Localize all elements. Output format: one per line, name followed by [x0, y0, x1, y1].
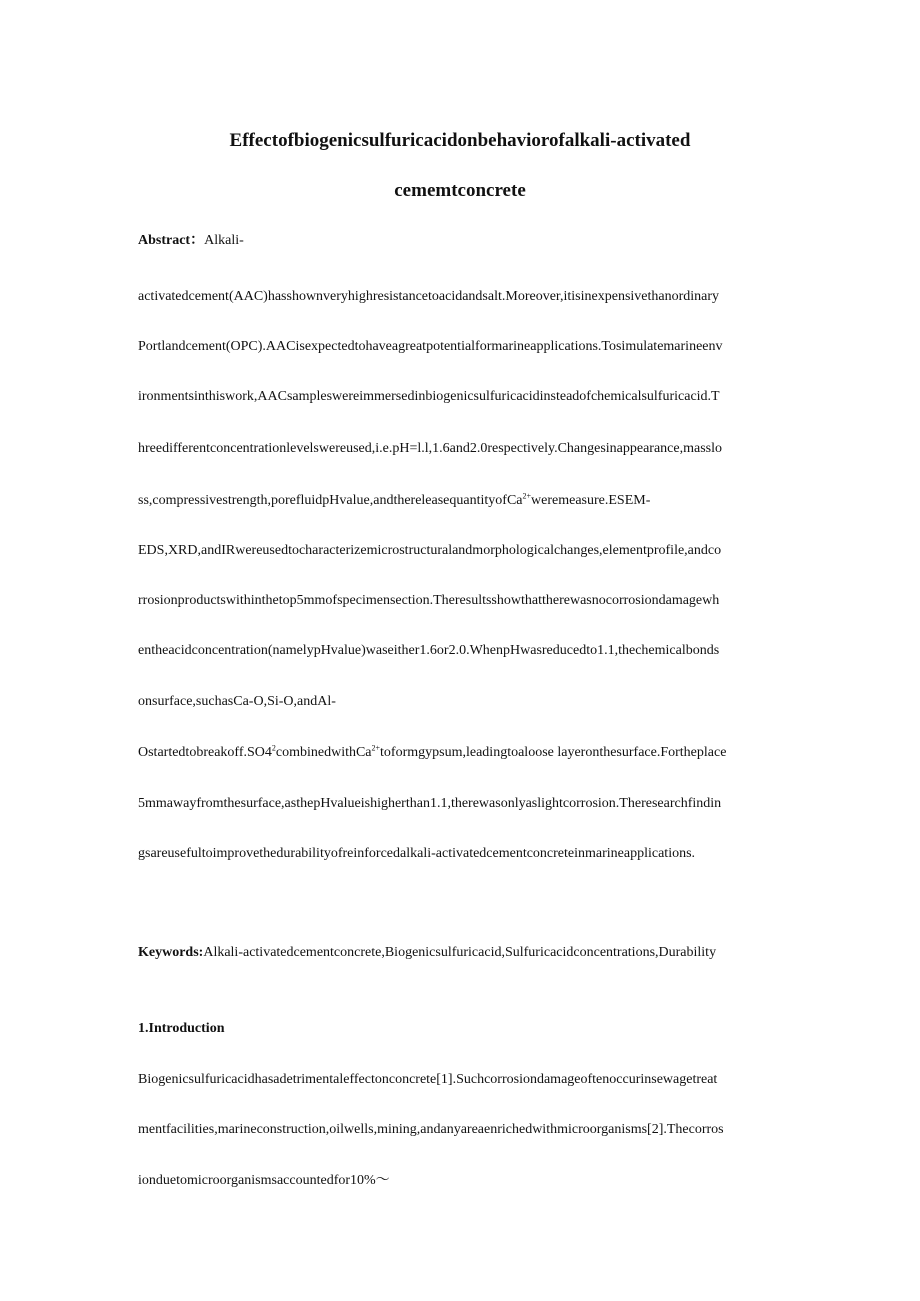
abstract-line: EDS,XRD,andIRwereusedtocharacterizemicrostructuralandmorphologicalchanges,elementprofile,andco: [138, 543, 722, 558]
abstract-line: gsareusefultoimprovethedurabilityofreinforcedalkali-activatedcementconcreteinmarineapplications.: [138, 846, 696, 861]
abstract-text: weremeasure.ESEM-: [531, 493, 651, 508]
abstract-text: Ostartedtobreakoff.SO4: [138, 745, 272, 760]
abstract-label: Abstract：: [138, 233, 205, 248]
abstract-line: ironmentsinthiswork,AACsampleswereimmersedinbiogenicsulfuricacidinsteadofchemicalsulfuricacid.T: [138, 389, 720, 404]
superscript: 2: [271, 743, 276, 753]
abstract-line: rrosionproductswithinthetop5mmofspecimensection.Theresultsshowthattherewasnocorrosiondamagewh: [138, 593, 720, 608]
introduction-line: Biogenicsulfuricacidhasadetrimentaleffectonconcrete[1].Suchcorrosiondamageoftenoccurinsewagetreat: [138, 1072, 718, 1087]
abstract-line: [138, 744, 726, 762]
abstract-text: toformgypsum,leadingtoaloose layeronthesurface.Fortheplace: [380, 745, 727, 760]
paper-title-line-2: cememtconcrete: [394, 180, 526, 201]
superscript: 2+: [371, 743, 381, 753]
abstract-text: combinedwithCa: [275, 745, 372, 760]
introduction-line: mentfacilities,marineconstruction,oilwells,mining,andanyareaenrichedwithmicroorganisms[2].Thecorros: [138, 1122, 724, 1137]
introduction-line: ionduetomicroorganismsaccountedfor10%～: [138, 1173, 390, 1188]
abstract-line: hreedifferentconcentrationlevelswereused,i.e.pH=l.l,1.6and2.0respectively.Changesinappearance,masslo: [138, 441, 723, 456]
paper-title-line-1: Effectofbiogenicsulfuricacidonbehaviorofalkali-activated: [229, 130, 691, 151]
keywords-label: Keywords:: [138, 945, 204, 960]
keywords-text: Alkali-activatedcementconcrete,Biogenicsulfuricacid,Sulfuricacidconcentrations,Durability: [203, 945, 717, 960]
abstract-line: Portlandcement(OPC).AACisexpectedtohaveagreatpotentialformarineapplications.Tosimulatemarineenv: [138, 339, 723, 354]
abstract-text: ss,compressivestrength,porefluidpHvalue,andthereleasequantityofCa: [138, 493, 523, 508]
superscript: 2+: [522, 491, 532, 501]
abstract-line: [138, 492, 650, 510]
abstract-text: Alkali-: [204, 233, 244, 248]
section-heading: 1.Introduction: [138, 1021, 225, 1036]
abstract-line: onsurface,suchasCa-O,Si-O,andAl-: [138, 694, 336, 709]
abstract-line: 5mmawayfromthesurface,asthepHvalueishigherthan1.1,therewasonlyaslightcorrosion.Theresearchfindin: [138, 796, 722, 811]
abstract-line: entheacidconcentration(namelypHvalue)waseither1.6or2.0.WhenpHwasreducedto1.1,thechemicalbonds: [138, 643, 720, 658]
keywords-line: [138, 944, 716, 962]
abstract-first-line: [138, 232, 244, 250]
abstract-line: activatedcement(AAC)hasshownveryhighresistancetoacidandsalt.Moreover,itisinexpensivethanordinary: [138, 289, 720, 304]
